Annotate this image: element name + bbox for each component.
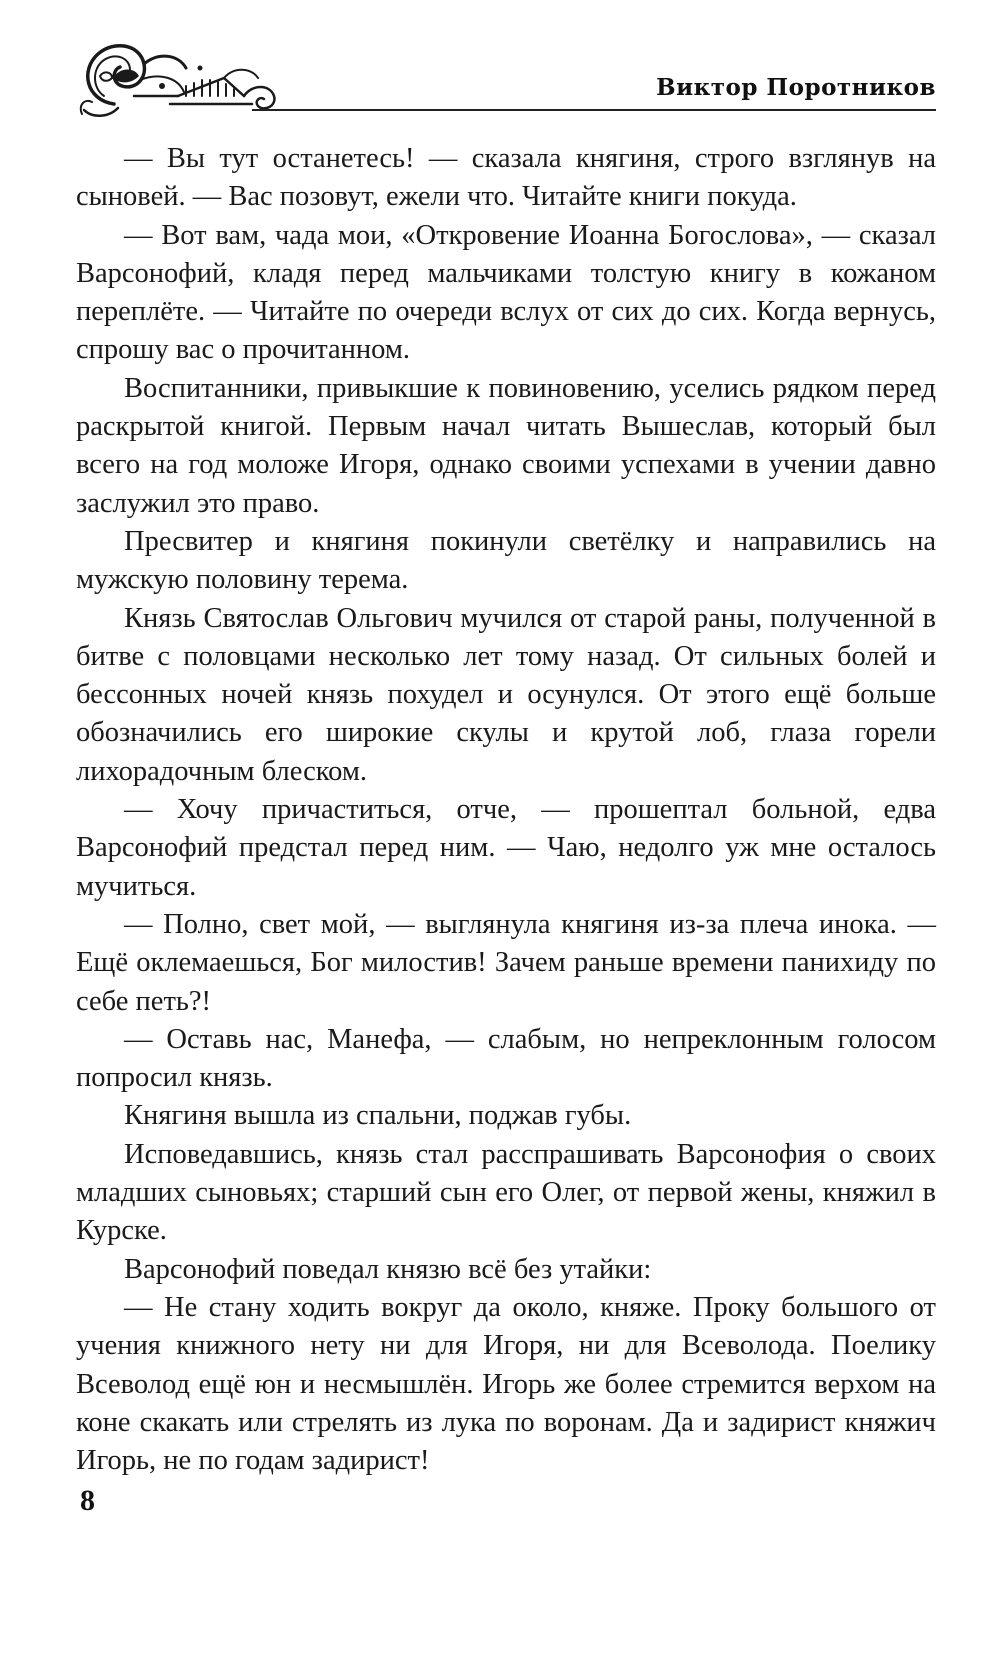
paragraph: — Полно, свет мой, — выглянула княгиня из-за плеча инока. — Ещё оклемаешься, Бог милостив! Зачем раньше времени панихиду по себе петь?!: [76, 908, 936, 1017]
paragraph: Воспитанники, привыкшие к повиновению, уселись рядком перед раскрытой книгой. Первым начал читать Вышеслав, который был всего на год моложе Игоря, однако своими успехами в учении давно заслужил это право.: [76, 372, 936, 519]
paragraph: Исповедавшись, князь стал расспрашивать Варсонофия о своих младших сыновьях; старший сын его Олег, от первой жены, княжил в Курске.: [76, 1138, 936, 1247]
running-head-author: Виктор Поротников: [656, 74, 936, 101]
page-number: 8: [80, 1484, 95, 1517]
paragraph: Пресвитер и княгиня покинули светёлку и направились на мужскую половину терема.: [76, 525, 936, 596]
paragraph: Варсонофий поведал князю всё без утайки:: [124, 1253, 652, 1285]
paragraph: — Хочу причаститься, отче, — прошептал больной, едва Варсонофий предстал перед ним. — Чаю, недолго уж мне осталось мучиться.: [76, 794, 936, 902]
header-rule: [252, 109, 936, 111]
page-header: [74, 34, 936, 124]
paragraph: — Вы тут останетесь! — сказала княгиня, строго взглянув на сыновей. — Вас позовут, ежели что. Читайте книги покуда.: [76, 143, 936, 213]
paragraph: Князь Святослав Ольгович мучился от старой раны, полученной в битве с половцами несколько лет тому назад. От сильных болей и бессонных ночей князь похудел и осунулся. От этого ещё больше обозначились его широкие скулы и крутой лоб, глаза горели лихорадочным блеском.: [76, 602, 936, 787]
paragraph: — Не стану ходить вокруг да около, княже. Проку большого от учения книжного нету ни для Игоря, ни для Всеволода. Поелику Всеволод ещё юн и несмышлён. Игорь же более стремится верхом на коне скакать или стрелять из лука по воронам. Да и задирист княжич Игорь, не по годам задирист!: [76, 1291, 936, 1477]
paragraph: Княгиня вышла из спальни, поджав губы.: [124, 1100, 632, 1132]
paragraph: — Оставь нас, Манефа, — слабым, но непреклонным голосом попросил князь.: [76, 1023, 936, 1094]
body-text: [76, 140, 936, 1480]
paragraph: — Вот вам, чада мои, «Откровение Иоанна Богослова», — сказал Варсонофий, кладя перед мальчиками толстую книгу в кожаном переплёте. — Читайте по очереди вслух от сих до сих. Когда вернусь, спрошу вас о прочитанном.: [76, 219, 936, 366]
